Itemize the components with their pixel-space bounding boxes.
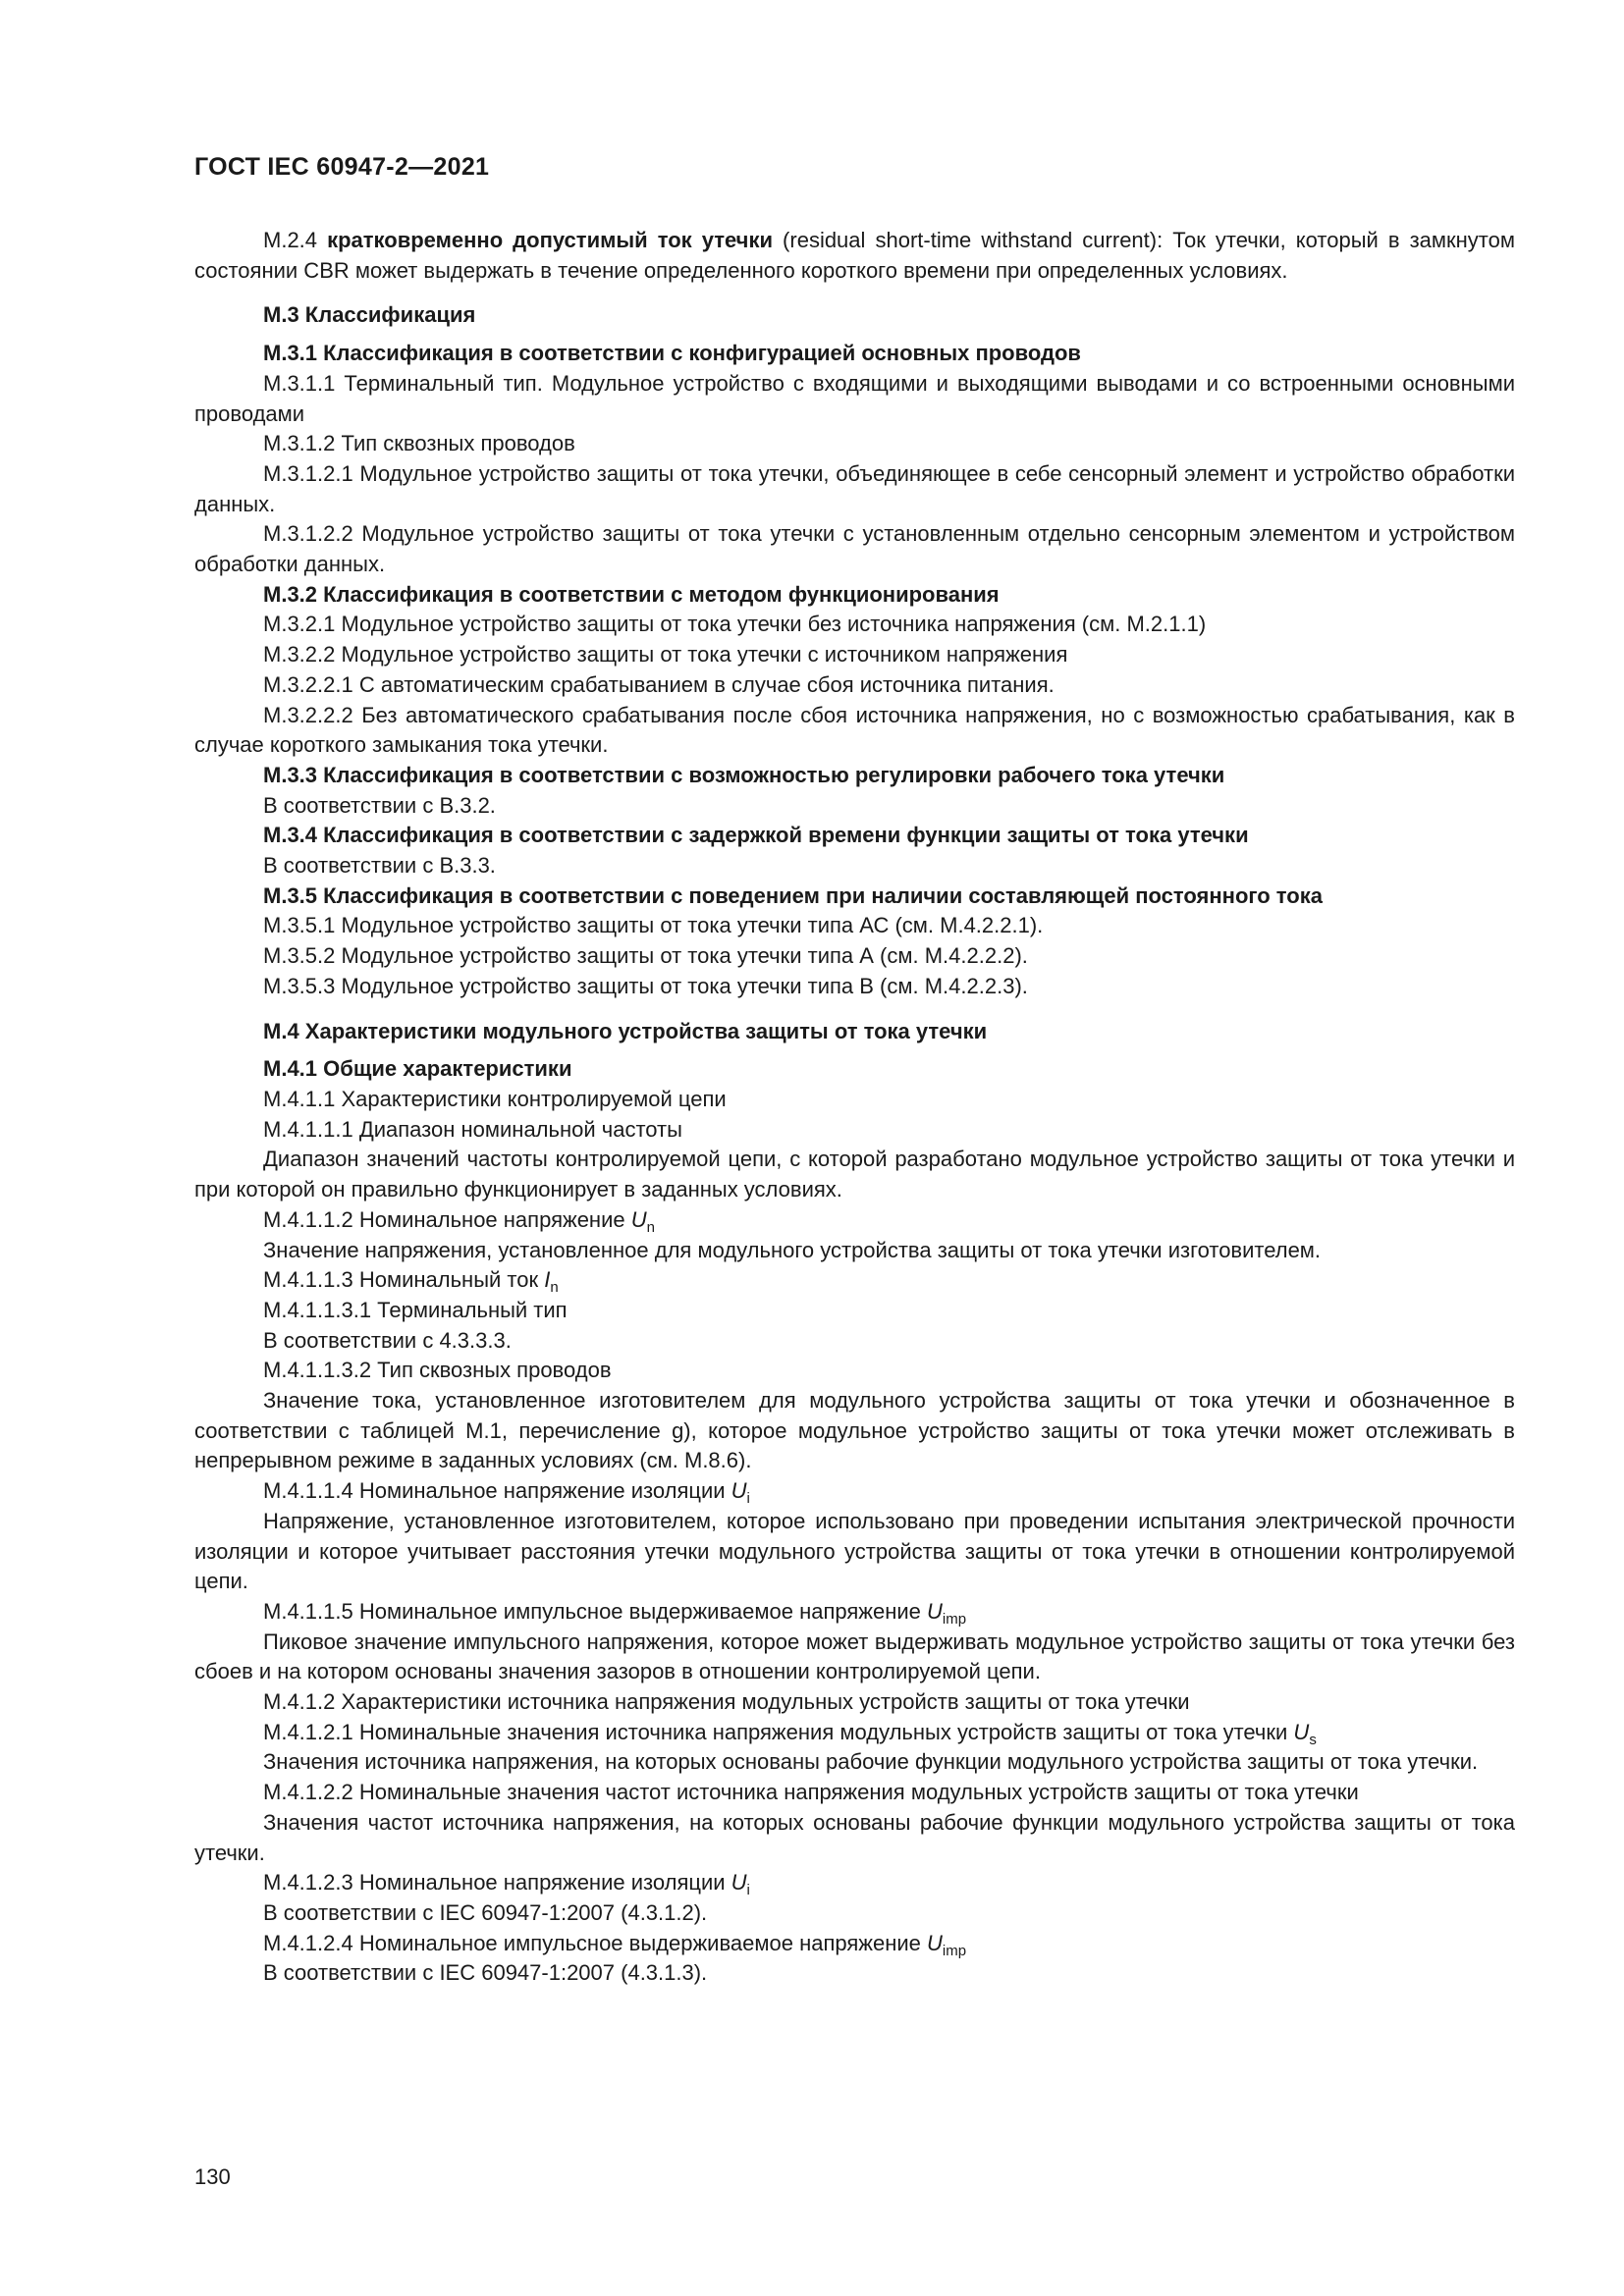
clause-paragraph: М.4.1.1.2 Номинальное напряжение $U_n$: [263, 1206, 655, 1236]
clause-paragraph: М.3.5.2 Модульное устройство защиты от тока утечки типа А (см. М.4.2.2.2).: [263, 943, 1028, 969]
subsection-heading: М.3.3 Классификация в соответствии с возможностью регулировки рабочего тока утечки: [263, 762, 1225, 787]
clause-paragraph: М.3.1.2.1 Модульное устройство защиты от тока утечки, объединяющее в себе сенсорный элемент и устройство обработки данных.: [194, 460, 1515, 516]
clause-paragraph: М.4.1.1.3 Номинальный ток $I_n$: [263, 1267, 559, 1297]
clause-paragraph: В соответствии с IEC 60947-1:2007 (4.3.1.2).: [263, 1899, 708, 1925]
subsection-heading: М.3.5 Классификация в соответствии с поведением при наличии составляющей постоянного тока: [263, 882, 1323, 908]
clause-paragraph: Напряжение, установленное изготовителем, которое использовано при проведении испытания электрической прочности изоляции и которое учитывает расстояния утечки модульного устройства защиты от тока утечки в отношении контролируемой цепи.: [194, 1508, 1515, 1594]
clause-paragraph: М.3.2.2.1 С автоматическим срабатыванием в случае сбоя источника питания.: [263, 671, 1055, 697]
clause-paragraph: Диапазон значений частоты контролируемой цепи, с которой разработано модульное устройство защиты от тока утечки и при которой он правильно функционирует в заданных условиях.: [194, 1147, 1515, 1202]
clause-paragraph: М.4.1.2.4 Номинальное импульсное выдерживаемое напряжение $U_{imp}$: [263, 1930, 967, 1959]
clause-paragraph: М.4.1.1.5 Номинальное импульсное выдерживаемое напряжение $U_{imp}$: [263, 1598, 967, 1628]
subsection-heading: М.3.2 Классификация в соответствии с методом функционирования: [263, 581, 1000, 607]
document-body: [194, 226, 1515, 1989]
clause-paragraph: В соответствии с 4.3.3.3.: [263, 1327, 512, 1353]
document-header: ГОСТ IEC 60947-2—2021: [194, 153, 490, 181]
clause-paragraph: М.4.1.1 Характеристики контролируемой цепи: [263, 1086, 727, 1111]
clause-paragraph: М.4.1.1.3.2 Тип сквозных проводов: [263, 1358, 612, 1383]
clause-paragraph: М.3.1.2 Тип сквозных проводов: [263, 431, 575, 456]
subsection-heading: М.4.1 Общие характеристики: [263, 1056, 572, 1082]
clause-paragraph: М.4.1.2.2 Номинальные значения частот источника напряжения модульных устройств защиты от тока утечки: [263, 1780, 1359, 1805]
clause-paragraph: М.3.2.2.2 Без автоматического срабатывания после сбоя источника напряжения, но с возможностью срабатывания, как в случае короткого замыкания тока утечки.: [194, 702, 1515, 758]
clause-paragraph: М.4.1.1.3.1 Терминальный тип: [263, 1297, 568, 1322]
clause-paragraph: В соответствии с В.3.3.: [263, 853, 496, 879]
clause-paragraph: Значение напряжения, установленное для модульного устройства защиты от тока утечки изготовителем.: [263, 1237, 1322, 1262]
clause-paragraph: М.3.2.1 Модульное устройство защиты от тока утечки без источника напряжения (см. М.2.1.1): [263, 612, 1207, 637]
clause-paragraph: М.3.5.1 Модульное устройство защиты от тока утечки типа АС (см. М.4.2.2.1).: [263, 913, 1044, 938]
clause-paragraph: Значение тока, установленное изготовителем для модульного устройства защиты от тока утечки и обозначенное в соответствии с таблицей М.1, перечисление g), которое модульное устройство защиты от тока утечки может отслеживать в непрерывном режиме в заданных условиях (см. М.8.6).: [194, 1388, 1515, 1473]
clause-paragraph: Значения частот источника напряжения, на которых основаны рабочие функции модульного устройства защиты от тока утечки.: [194, 1809, 1515, 1865]
subsection-heading: М.3.4 Классификация в соответствии с задержкой времени функции защиты от тока утечки: [263, 823, 1249, 848]
clause-paragraph: В соответствии с В.3.2.: [263, 792, 496, 818]
page-number: 130: [194, 2164, 231, 2189]
clause-paragraph: М.3.1.1 Терминальный тип. Модульное устройство с входящими и выходящими выводами и со встроенными основными проводами: [194, 370, 1515, 426]
clause-paragraph: М.4.1.1.4 Номинальное напряжение изоляции $U_i$: [263, 1478, 750, 1508]
clause-paragraph: М.3.5.3 Модульное устройство защиты от тока утечки типа В (см. М.4.2.2.3).: [263, 973, 1028, 998]
clause-paragraph: М.4.1.1.1 Диапазон номинальной частоты: [263, 1116, 682, 1142]
section-heading: М.4 Характеристики модульного устройства защиты от тока утечки: [263, 1018, 988, 1043]
subsection-heading: М.3.1 Классификация в соответствии с конфигурацией основных проводов: [263, 341, 1081, 366]
clause-paragraph: М.4.1.2 Характеристики источника напряжения модульных устройств защиты от тока утечки: [263, 1689, 1190, 1715]
clause-paragraph: Значения источника напряжения, на которых основаны рабочие функции модульного устройства защиты от тока утечки.: [263, 1749, 1479, 1775]
clause-paragraph: М.4.1.2.1 Номинальные значения источника напряжения модульных устройств защиты от тока утечки $U_s$: [263, 1719, 1317, 1748]
definition-m-2-4: М.2.4 кратковременно допустимый ток утечки (residual short-time withstand current): Ток утечки, который в замкнутом состоянии CBR может выдержать в течение определенного короткого времени при определенных условиях.: [194, 228, 1515, 283]
clause-paragraph: М.3.2.2 Модульное устройство защиты от тока утечки с источником напряжения: [263, 642, 1068, 667]
clause-paragraph: Пиковое значение импульсного напряжения, которое может выдерживать модульное устройство защиты от тока утечки без сбоев и на котором основаны значения зазоров в отношении контролируемой цепи.: [194, 1629, 1515, 1684]
clause-paragraph: В соответствии с IEC 60947-1:2007 (4.3.1.3).: [263, 1960, 708, 1986]
clause-paragraph: М.4.1.2.3 Номинальное напряжение изоляции $U_i$: [263, 1870, 750, 1899]
section-heading: М.3 Классификация: [263, 302, 476, 328]
clause-paragraph: М.3.1.2.2 Модульное устройство защиты от тока утечки с установленным отдельно сенсорным элементом и устройством обработки данных.: [194, 521, 1515, 577]
